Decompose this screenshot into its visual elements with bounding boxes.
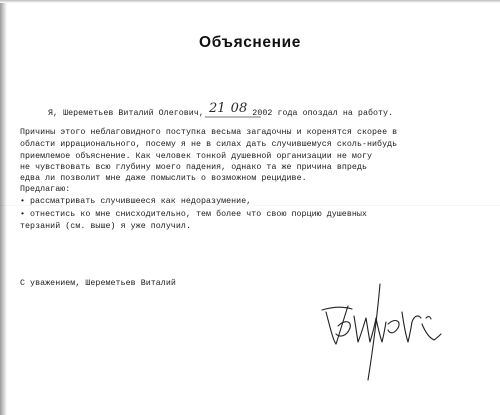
handwritten-day: 21 bbox=[208, 101, 226, 116]
bullet-text: рассматривать случившееся как недоразумение, bbox=[30, 197, 252, 206]
date-underline bbox=[205, 116, 265, 122]
body-line: Причины этого неблаговидного поступка весьма загадочны и коренятся скорее в bbox=[20, 128, 398, 137]
bullet-item bbox=[20, 210, 367, 220]
body-line: едва ли позволит мне даже помыслить о возможном рецидиве. bbox=[20, 174, 307, 183]
intro-text-after-date: 2002 года опоздал на работу. bbox=[247, 109, 394, 118]
closing-line: С уважением, Шереметьев Виталий bbox=[20, 279, 176, 288]
scan-shadow-top bbox=[0, 0, 500, 3]
bullet-text: отнестись ко мне снисходительно, тем более что свою порцию душевных bbox=[30, 210, 367, 219]
intro-line bbox=[48, 101, 394, 119]
date-field bbox=[208, 101, 248, 119]
bullet-icon: • bbox=[20, 197, 26, 206]
bullet-item bbox=[20, 197, 251, 207]
bullet-icon: • bbox=[20, 210, 26, 219]
body-line: не чувствовать всю глубину моего падения, однако та же причина впредь bbox=[20, 163, 367, 172]
propose-label: Предлагаю: bbox=[20, 185, 71, 194]
scan-shadow-left bbox=[0, 0, 7, 415]
body-line: области иррационального, посему я не в силах дать случившемуся сколь-нибудь bbox=[20, 140, 398, 149]
handwritten-signature bbox=[318, 282, 443, 382]
intro-text-before-date: Я, Шереметьев Виталий Олегович, bbox=[48, 109, 209, 118]
handwritten-month: 08 bbox=[230, 101, 248, 116]
body-line: приемлемое объяснение. Как человек тонкой душевной организации не могу bbox=[20, 152, 373, 161]
bullet-continuation: терзаний (см. выше) я уже получил. bbox=[20, 222, 191, 231]
document-title: Объяснение bbox=[199, 34, 301, 51]
